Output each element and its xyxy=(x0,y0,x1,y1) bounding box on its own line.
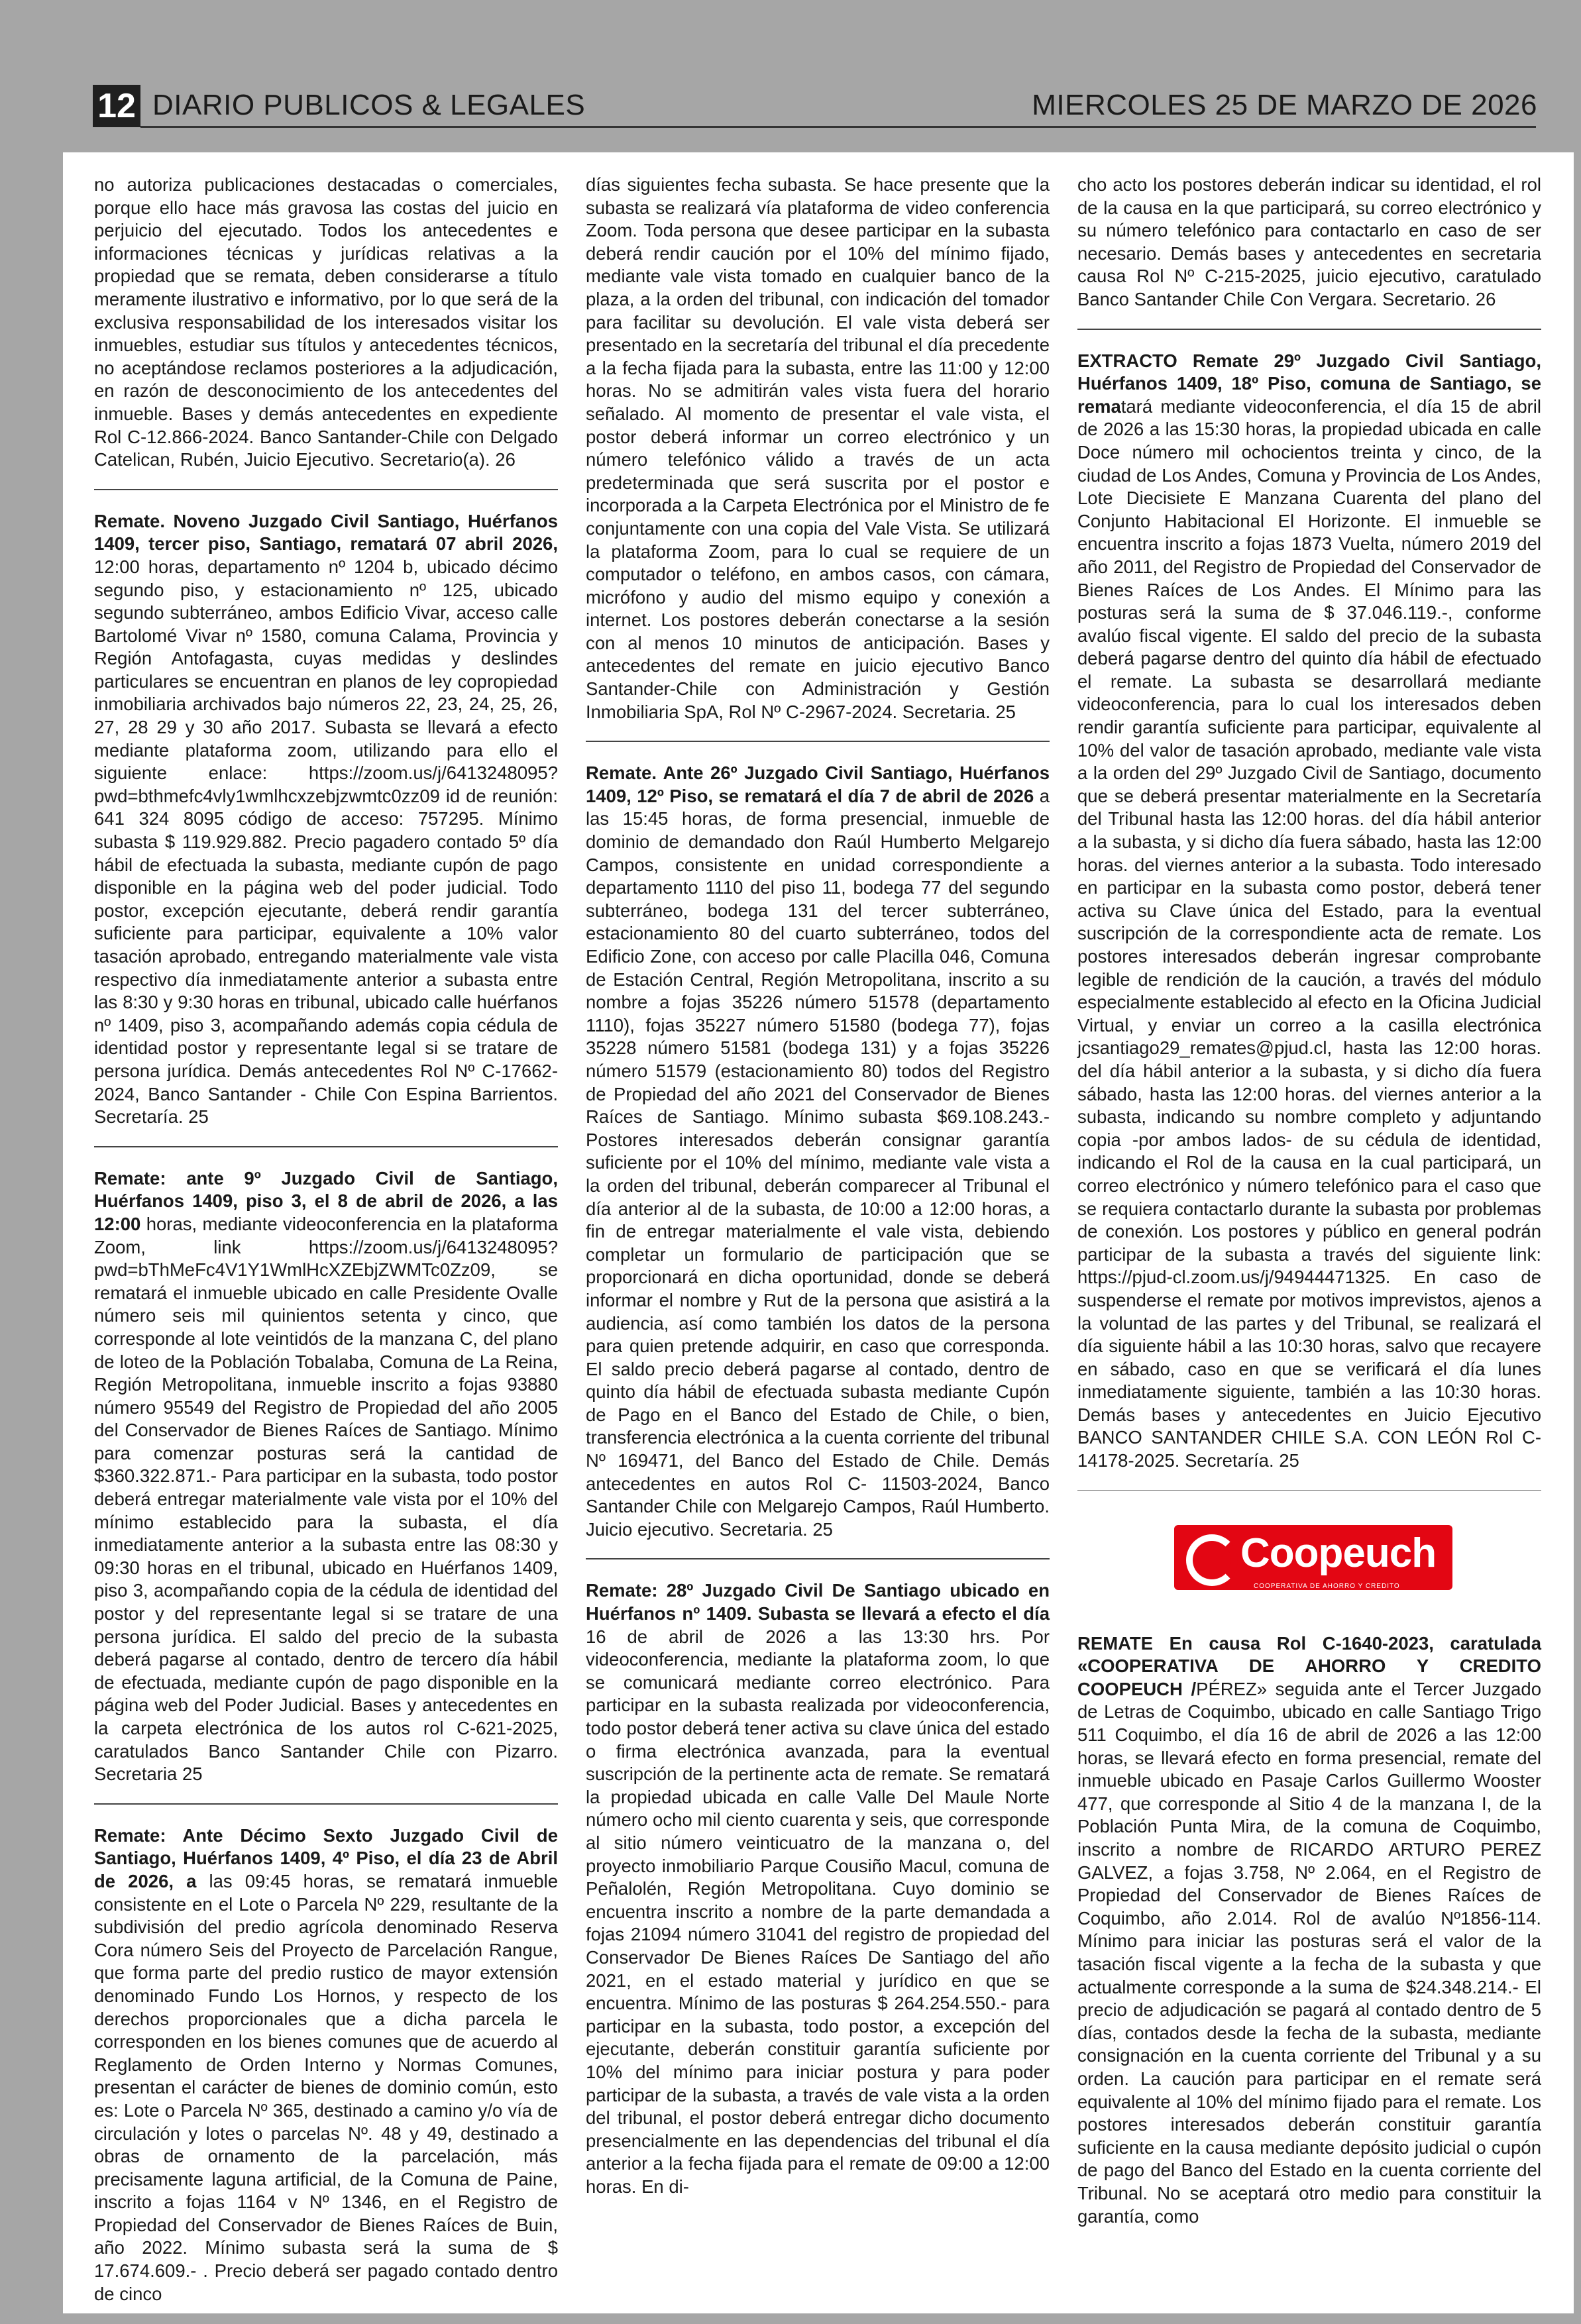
notice xyxy=(1077,1632,1541,2228)
column-1 xyxy=(94,174,558,2305)
coopeuch-logo-icon xyxy=(1186,1534,1238,1586)
notice-separator xyxy=(586,1558,1050,1559)
logo-brand-text: Coopeuch xyxy=(1240,1530,1437,1576)
notice-lead: Remate. Ante 26º Juzgado Civil Santiago, Huérfanos 1409, 12º Piso, se rematará el día 7 de abril de 2026 xyxy=(586,763,1050,806)
notice-separator xyxy=(586,741,1050,742)
notice-separator xyxy=(94,489,558,490)
notice-lead: Remate. Noveno Juzgado Civil Santiago, Huérfanos 1409, tercer piso, Santiago, rematará 07 abril 2026, xyxy=(94,510,558,555)
notice-text: días siguientes fecha subasta. Se hace presente que la subasta se realizará vía plataforma de video conferencia Zoom. Toda persona que desee participar en la subasta deberá rendir caución por el 10% del mínimo fijado, mediante vale vista tomado en cualquier banco de la plaza, a la orden del tribunal, con indicación del tomador para facilitar su devolución. El vale vista deberá ser presentado en la secretaría del tribunal el día precedente a la fecha fijada para la subasta, entre las 11:00 y 12:00 horas. No se admitirán vales vista fuera del horario señalado. Al momento de presentar el vale vista, el postor deberá informar un correo electrónico y un número telefónico válido a través de un acta predeterminada que será suscrita por el postor e incorporada a la Carpeta Electrónica por el Ministro de fe conjuntamente con una copia del Vale Vista. Se utilizará la plataforma Zoom, para lo cual se requiere de un computador o teléfono, en ambos casos, con cámara, micrófono y audio del mismo equipo y conexión a internet. Los postores deberán conectarse a la sesión con al menos 10 minutos de anticipación. Bases y antecedentes del remate en juicio ejecutivo Banco Santander-Chile con Administración y Gestión Inmobiliaria SpA, Rol Nº C-2967-2024. Secretaria. 25 xyxy=(586,174,1050,722)
notice-separator xyxy=(1077,329,1541,330)
notice-lead: REMATE En causa Rol C-1640-2023, caratulada «COOPERATIVA DE AHORRO Y CREDITO COOPEUCH / xyxy=(1077,1632,1541,1699)
notice-text: 16 de abril de 2026 a las 13:30 hrs. Por videoconferencia, mediante la plataforma zoom, lo que se comunicará mediante correo electrónico. Para participar en la subasta realizada por videoconferencia, todo postor deberá tener activa su clave única del estado o firma electrónica avanzada, para la eventual suscripción de la pertinente acta de remate. Se rematará la propiedad ubicada en calle Valle Del Maule Norte número ocho mil ciento cuarenta y seis, que corresponde al sitio número veinticuatro de la manzana o, del proyecto inmobiliario Parque Cousiño Macul, comuna de Peñalolén, Región Metropolitana. Cuyo dominio se encuentra inscrito a nombre de la parte demandada a fojas 21094 número 31041 del registro de propiedad del Conservador De Bienes Raíces De Santiago del año 2021, en el estado material y jurídico en que se encuentra. Mínimo de las posturas $ 264.254.550.- para participar en la subasta, todo postor, a excepción del ejecutante, deberán constituir garantía suficiente por 10% del mínimo para iniciar postura y para poder participar de la subasta, a través de vale vista a la orden del tribunal, el postor deberá entregar dicho documento presencialmente en las dependencias del tribunal el día anterior a la fecha fijada para el remate de 09:00 a 12:00 horas. En di- xyxy=(586,1626,1050,2197)
notice xyxy=(1077,350,1541,1473)
advertiser-logo-area xyxy=(1077,1510,1541,1603)
publication-date: MIERCOLES 25 DE MARZO DE 2026 xyxy=(1032,89,1537,121)
notice xyxy=(586,762,1050,1541)
notice xyxy=(94,1824,558,2305)
notice-text: las 09:45 horas, se rematará inmueble consistente en el Lote o Parcela Nº 229, resultante de la subdivisión del predio agrícola denominado Reserva Cora número Seis del Proyecto de Parcelación Rangue, que forma parte del predio rustico de mayor extensión denominado Fundo Los Hornos, y respecto de los derechos proporcionales que a dicha parcela le corresponden en los bienes comunes que de acuerdo al Reglamento de Orden Interno y Normas Comunes, presentan el carácter de bienes de dominio común, esto es: Lote o Parcela Nº 365, destinado a camino y/o vía de circulación y lotes o parcelas Nº. 48 y 49, destinado a obras de ornamento de la parcelación, más precisamente laguna artificial, de la Comuna de Paine, inscrito a fojas 1164 v Nº 1346, en el Registro de Propiedad del Conservador de Bienes Raíces de Buin, año 2022. Mínimo subasta será la suma de $ 17.674.609.- . Precio deberá ser pagado contado dentro de cinco xyxy=(94,1870,559,2304)
notice-text: a las 15:45 horas, de forma presencial, inmueble de dominio de demandado don Raúl Humberto Melgarejo Campos, consistente en unidad correspondiente a departamento 1110 del piso 11, bodega 77 del segundo subterráneo, bodega 131 del tercer subterráneo, estacionamiento 80 del cuarto subterráneo, todos del Edificio Zone, con acceso por calle Placilla 046, Comuna de Estación Central, Región Metropolitana, inscrito a su nombre a fojas 35226 número 51578 (departamento 1110), fojas 35227 número 51580 (bodega 77), fojas 35228 número 51581 (bodega 131) y a fojas 35226 número 51579 (estacionamiento 80) todos del Registro de Propiedad del año 2021 del Conservador de Bienes Raíces de Santiago. Mínimo subasta $69.108.243.- Postores interesados deberán consignar garantía suficiente por el 10% del mínimo, mediante vale vista a la orden del tribunal, deberán comparecer al Tribunal el día anterior al de la subasta, de 10:00 a 12:00 horas, a fin de entregar materialmente el vale vista, debiendo completar un formulario de participación que se proporcionará en dicha oportunidad, donde se deberá informar el nombre y Rut de la persona que asistirá a la audiencia, así como también los datos de la persona para quien pretende adquirir, en caso que corresponda. El saldo precio deberá pagarse al contado, dentro de quinto día hábil de efectuada subasta mediante Cupón de Pago en el Banco del Estado de Chile, o bien, transferencia electrónica a la cuenta corriente del tribunal Nº 169471, del Banco del Estado de Chile. Demás antecedentes en autos Rol C- 11503-2024, Banco Santander Chile con Melgarejo Campos, Raúl Humberto. Juicio ejecutivo. Secretaria. 25 xyxy=(586,785,1050,1540)
logo-tagline: COOPERATIVA DE AHORRO Y CREDITO xyxy=(1254,1582,1400,1590)
notice xyxy=(94,510,558,1129)
notice-text: PÉREZ» seguida ante el Tercer Juzgado de Letras de Coquimbo, ubicado en calle Santiago Trigo 511 Coquimbo, el día 16 de abril de 2026 a las 12:00 horas, se llevará efecto en forma presencial, remate del inmueble ubicado en Pasaje Carlos Guillermo Wooster 477, que corresponde al Sitio 4 de la manzana I, de la Población Punta Mira, de la comuna de Coquimbo, inscrito a nombre de RICARDO ARTURO PEREZ GALVEZ, a fojas 3.758, Nº 2.064, en el Registro de Propiedad del Conservador de Bienes Raíces de Coquimbo, año 2.014. Rol de avalúo Nº1856-114. Mínimo para iniciar las posturas será el valor de la tasación fiscal vigente a la fecha de la subasta y que actualmente corresponde a la suma de $24.348.214.- El precio de adjudicación se pagará al contado dentro de 5 días, contados desde la fecha de la subasta, mediante consignación en la cuenta corriente del Tribunal y a su orden. La caución para participar en el remate será equivalente al 10% del mínimo fijado para el remate. Los postores interesados deberán constituir garantía suficiente en la causa mediante depósito judicial o cupón de pago del Banco del Estado en la cuenta corriente del Tribunal. No se aceptará otro medio para constituir la garantía, como xyxy=(1077,1678,1541,2227)
notice-lead: EXTRACTO Remate 29º Juzgado Civil Santiago, Huérfanos 1409, 18º Piso, comuna de Santiago, se rema xyxy=(1077,350,1541,417)
notice xyxy=(586,1579,1050,2198)
page-number: 12 xyxy=(93,85,140,127)
notice-separator xyxy=(94,1146,558,1147)
column-3 xyxy=(1077,174,1541,2228)
notice-lead: Remate: Ante Décimo Sexto Juzgado Civil de Santiago, Huérfanos 1409, 4º Piso, el día 23 de Abril de 2026, a xyxy=(94,1824,558,1891)
coopeuch-logo xyxy=(1174,1525,1452,1590)
notice xyxy=(586,174,1050,723)
column-2 xyxy=(586,174,1050,2198)
notice-text: tará mediante videoconferencia, el día 15 de abril de 2026 a las 15:30 horas, la propiedad ubicada en calle Doce número mil ochocientos treinta y cinco, de la ciudad de Los Andes, Comuna y Provincia de Los Andes, Lote Diecisiete E Manzana Cuarenta del plano del Conjunto Habitacional El Horizonte. El inmueble se encuentra inscrito a fojas 1873 Vuelta, número 2019 del año 2011, del Registro de Propiedad del Conservador de Bienes Raíces de Los Andes. El Mínimo para las posturas será la suma de $ 37.046.119.-, conforme avalúo fiscal vigente. El saldo del precio de la subasta deberá pagarse dentro del quinto día hábil de efectuado el remate. La subasta se desarrollará mediante videoconferencia, para lo cual los interesados deben rendir garantía suficiente para participar, equivalente al 10% del valor de tasación aprobado, mediante vale vista a la orden del 29º Juzgado Civil de Santiago, documento que se deberá presentar materialmente en la Secretaría del Tribunal hasta las 12:00 horas. del día hábil anterior a la subasta, y si dicho día fuera sábado, hasta las 12:00 horas. del viernes anterior a la subasta. Todo interesado en participar en la subasta como postor, deberá tener activa su Clave única del Estado, para la eventual suscripción de la correspondiente acta de remate. Los postores interesados deberán ingresar comprobante legible de rendición de la caución, a través del módulo especialmente establecido al efecto en la Oficina Judicial Virtual, y enviar un correo a la casilla electrónica jcsantiago29_remates@pjud.cl, hasta las 12:00 horas. del día hábil anterior a la subasta, y si dicho día fuera sábado, hasta las 12:00 horas. del viernes anterior a la subasta, indicando su nombre completo y adjuntando copia -por ambos lados- de su cédula de identidad, indicando el Rol de la causa en la cual participará, un correo electrónico y número telefónico para el caso que se requiera contactarlo durante la subasta por problemas de conexión. Los postores y público en general podrán participar de la subasta a través del siguiente link: https://pjud-cl.zoom.us/j/94944471325. En caso de suspenderse el remate por motivos imprevistos, ajenos a la voluntad de las partes y del Tribunal, se realizará el día siguiente hábil a las 10:30 horas, salvo que recayere en sábado, caso en que se verificará el día lunes inmediatamente siguiente, también a las 10:30 horas. Demás bases y antecedentes en Juicio Ejecutivo BANCO SANTANDER CHILE S.A. CON LEÓN Rol C-14178-2025. Secretaría. 25 xyxy=(1077,396,1541,1471)
notice xyxy=(94,1167,558,1786)
notice-text: cho acto los postores deberán indicar su identidad, el rol de la causa en la que participará, su correo electrónico y su número telefónico para contactarlo en caso de ser necesario. Demás bases y antecedentes en secretaria causa Rol Nº C-215-2025, juicio ejecutivo, caratulado Banco Santander Chile Con Vergara. Secretario. 26 xyxy=(1077,174,1541,309)
header-rule xyxy=(140,126,1536,128)
notice-text: 12:00 horas, departamento nº 1204 b, ubicado décimo segundo piso, y estacionamiento nº 125, ubicado segundo subterráneo, ambos Edificio Vivar, acceso calle Bartolomé Vivar nº 1580, comuna Calama, Provincia y Región Antofagasta, cuyas medidas y deslindes particulares se encuentran en planos de ley copropiedad inmobiliaria archivados bajo números 22, 23, 24, 25, 26, 27, 28 29 y 30 año 2017. Subasta se llevará a efecto mediante plataforma zoom, utilizando para ello el siguiente enlace: https://zoom.us/j/6413248095?pwd=bthmefc4vly1wmlhcxzebjzwmtc0zz09 id de reunión: 641 324 8095 código de acceso: 757295. Mínimo subasta $ 119.929.882. Precio pagadero contado 5º día hábil de efectuada la subasta, mediante cupón de pago disponible en la página web del poder judicial. Todo postor, excepción ejecutante, deberá rendir garantía suficiente para participar, equivalente a 10% valor tasación aprobado, entregando materialmente vale vista respectivo día inmediatamente anterior a subasta entre las 8:30 y 9:30 horas en tribunal, ubicado calle huérfanos nº 1409, piso 3, acompañando además copia cédula de identidad postor y representante legal si se tratare de persona jurídica. Demás antecedentes Rol Nº C-17662-2024, Banco Santander - Chile Con Espina Barrientos. Secretaría. 25 xyxy=(94,556,558,1128)
notice-lead: Remate: 28º Juzgado Civil De Santiago ubicado en Huérfanos nº 1409. Subasta se llevará a efecto el día xyxy=(586,1580,1050,1624)
notice xyxy=(94,174,558,472)
notice-separator xyxy=(1077,1490,1541,1491)
page-header xyxy=(93,85,1537,125)
notice-text: no autoriza publicaciones destacadas o comerciales, porque ello hace más gravosa las costas del juicio en perjuicio del ejecutado. Todos los antecedentes e informaciones técnicas y jurídicas relativas a la propiedad que se remata, deben considerarse a título meramente ilustrativo e informativo, por lo que será de la exclusiva responsabilidad de los interesados visitar los inmuebles, estudiar sus títulos y antecedentes técnicos, no aceptándose reclamos posteriores a la adjudicación, en razón de desconocimiento de los antecedentes del inmueble. Bases y demás antecedentes en expediente Rol C-12.866-2024. Banco Santander-Chile con Delgado Catelican, Rubén, Juicio Ejecutivo. Secretario(a). 26 xyxy=(94,174,558,470)
notice xyxy=(1077,174,1541,311)
notice-lead: Remate: ante 9º Juzgado Civil de Santiago, Huérfanos 1409, piso 3, el 8 de abril de 2026, a las 12:00 xyxy=(94,1167,558,1234)
notice-text: horas, mediante videoconferencia en la plataforma Zoom, link https://zoom.us/j/6413248095?pwd=bThMeFc4V1Y1WmlHcXZEbjZWMTc0Zz09, se rematará el inmueble ubicado en calle Presidente Ovalle número seis mil quinientos setenta y cinco, que corresponde al lote veintidós de la manzana C, del plano de loteo de la Población Tobalaba, Comuna de La Reina, Región Metropolitana, inmueble inscrito a fojas 93880 número 95549 del Registro de Propiedad del año 2005 del Conservador de Bienes Raíces de Santiago. Mínimo para comenzar posturas será la cantidad de $360.322.871.- Para participar en la subasta, todo postor deberá entregar materialmente vale vista por el 10% del mínimo establecido para la subasta, el día inmediatamente anterior a la subasta entre las 08:30 y 09:30 horas en el tribunal, ubicado en Huérfanos 1409, piso 3, acompañando copia de la cédula de identidad del postor y del representante legal si se tratare de una persona jurídica. El saldo del precio de la subasta deberá pagarse al contado, dentro de tercero día hábil de efectuada, mediante cupón de pago disponible en la página web del Poder Judicial. Bases y antecedentes en la carpeta electrónica de los autos rol C-621-2025, caratulados Banco Santander Chile con Pizarro. Secretaria 25 xyxy=(94,1213,558,1785)
notice-separator xyxy=(94,1803,558,1805)
publication-name: DIARIO PUBLICOS & LEGALES xyxy=(152,89,586,121)
